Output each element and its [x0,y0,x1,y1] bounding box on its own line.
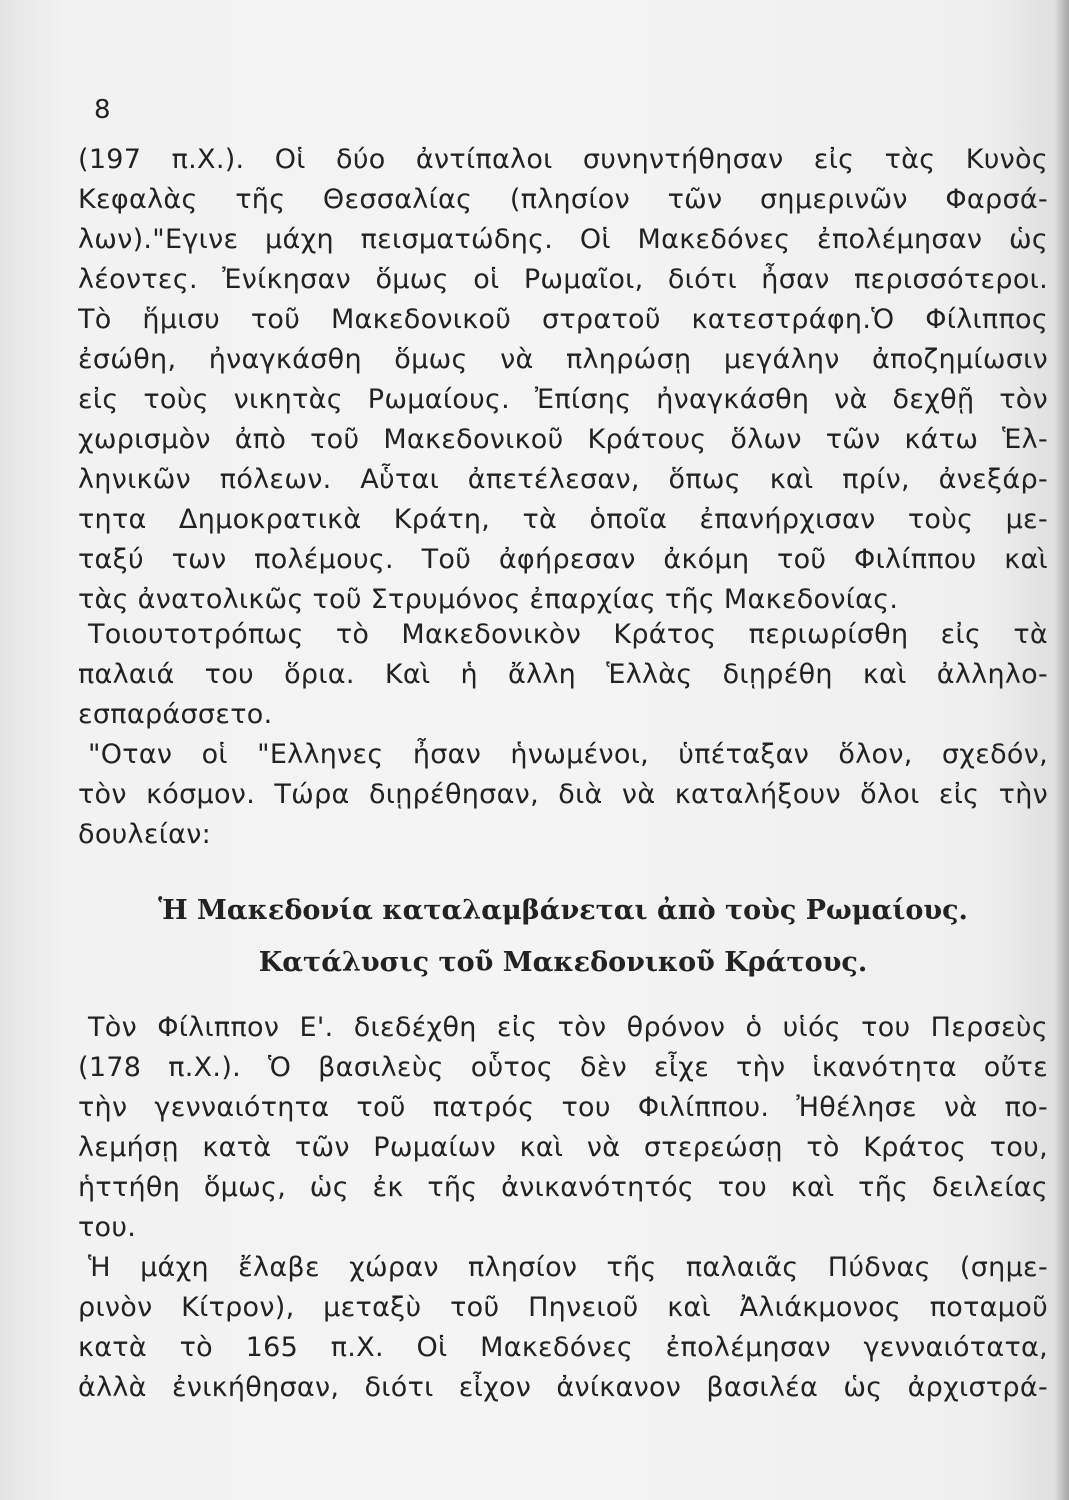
text-line: Ἡ μάχη ἔλαβε χώραν πλησίον τῆς παλαιᾶς Πύδνας (σημε- [88,1252,1048,1283]
text-line: χωρισμὸν ἀπὸ τοῦ Μακεδονικοῦ Κράτους ὅλων τῶν κάτω Ἑλ- [78,424,1048,455]
text-line: ταξύ των πολέμους. Τοῦ ἀφήρεσαν ἀκόμη τοῦ Φιλίππου καὶ [78,544,1048,575]
paragraph-3 [78,735,1048,855]
paragraph-2 [78,615,1048,735]
section-heading-line-1: Ἡ Μακεδονία καταλαμβάνεται ἀπὸ τοὺς Ρωμαίους. [158,895,968,926]
text-line: ἡττήθη ὅμως, ὡς ἐκ τῆς ἀνικανότητός του καὶ τῆς δειλείας [78,1172,1048,1203]
text-line: του. [78,1212,137,1243]
text-line: παλαιά του ὅρια. Καὶ ἡ ἄλλη Ἑλλὰς διῃρέθη καὶ ἀλληλο- [78,659,1048,690]
text-line: ἀλλὰ ἐνικήθησαν, διότι εἶχον ἀνίκανον βασιλέα ὡς ἀρχιστρά- [78,1372,1048,1403]
text-line: τὴν γενναιότητα τοῦ πατρός του Φιλίππου. Ἠθέλησε νὰ πο- [78,1092,1048,1123]
text-line: (178 π.Χ.). Ὁ βασιλεὺς οὗτος δὲν εἶχε τὴν ἱκανότητα οὔτε [78,1052,1048,1083]
text-line: λέοντες. Ἐνίκησαν ὅμως οἱ Ρωμαῖοι, διότι ἦσαν περισσότεροι. [78,264,1048,295]
text-line: λεμήσῃ κατὰ τῶν Ρωμαίων καὶ νὰ στερεώσῃ τὸ Κράτος του, [78,1132,1048,1163]
text-line: τητα Δημοκρατικὰ Κράτη, τὰ ὁποῖα ἐπανήρχισαν τοὺς με- [78,504,1048,535]
page-number: 8 [94,95,111,125]
paragraph-5 [78,1248,1048,1408]
text-line: τὸν κόσμον. Τώρα διῃρέθησαν, διὰ νὰ καταλήξουν ὅλοι εἰς τὴν [78,779,1048,810]
text-line: κατὰ τὸ 165 π.Χ. Οἱ Μακεδόνες ἐπολέμησαν γενναιότατα, [78,1332,1048,1363]
text-line: ρινὸν Κίτρον), μεταξὺ τοῦ Πηνειοῦ καὶ Ἀλιάκμονος ποταμοῦ [78,1292,1048,1323]
text-line: τὰς ἀνατολικῶς τοῦ Στρυμόνος ἐπαρχίας τῆς Μακεδονίας. [78,584,899,615]
text-line: (197 π.Χ.). Οἱ δύο ἀντίπαλοι συνηντήθησαν εἰς τὰς Κυνὸς [78,144,1048,175]
section-heading-line-2: Κατάλυσις τοῦ Μακεδονικοῦ Κράτους. [258,947,868,978]
page-edge-shadow [1055,0,1069,1500]
text-line: "Οταν οἱ "Ελληνες ἦσαν ἡνωμένοι, ὑπέταξαν ὅλον, σχεδόν, [88,739,1048,770]
paragraph-4 [78,1008,1048,1248]
text-line: ἐσώθη, ἠναγκάσθη ὅμως νὰ πληρώσῃ μεγάλην ἀποζημίωσιν [78,344,1048,375]
text-line: δουλείαν: [78,819,212,850]
text-line: ληνικῶν πόλεων. Αὗται ἀπετέλεσαν, ὅπως καὶ πρίν, ἀνεξάρ- [78,464,1048,495]
paragraph-1 [78,140,1048,620]
text-line: Τὸν Φίλιππον Ε'. διεδέχθη εἰς τὸν θρόνον ὁ υἱός του Περσεὺς [88,1012,1048,1043]
text-line: Τὸ ἥμισυ τοῦ Μακεδονικοῦ στρατοῦ κατεστράφη.Ὁ Φίλιππος [78,304,1048,335]
text-line: Τοιουτοτρόπως τὸ Μακεδονικὸν Κράτος περιωρίσθη εἰς τὰ [88,619,1048,650]
text-line: λων)."Εγινε μάχη πεισματώδης. Οἱ Μακεδόνες ἐπολέμησαν ὡς [78,224,1048,255]
text-line: εἰς τοὺς νικητὰς Ρωμαίους. Ἐπίσης ἠναγκάσθη νὰ δεχθῇ τὸν [78,384,1048,415]
text-line: εσπαράσσετο. [78,699,273,730]
text-line: Κεφαλὰς τῆς Θεσσαλίας (πλησίον τῶν σημερινῶν Φαρσά- [78,184,1048,215]
